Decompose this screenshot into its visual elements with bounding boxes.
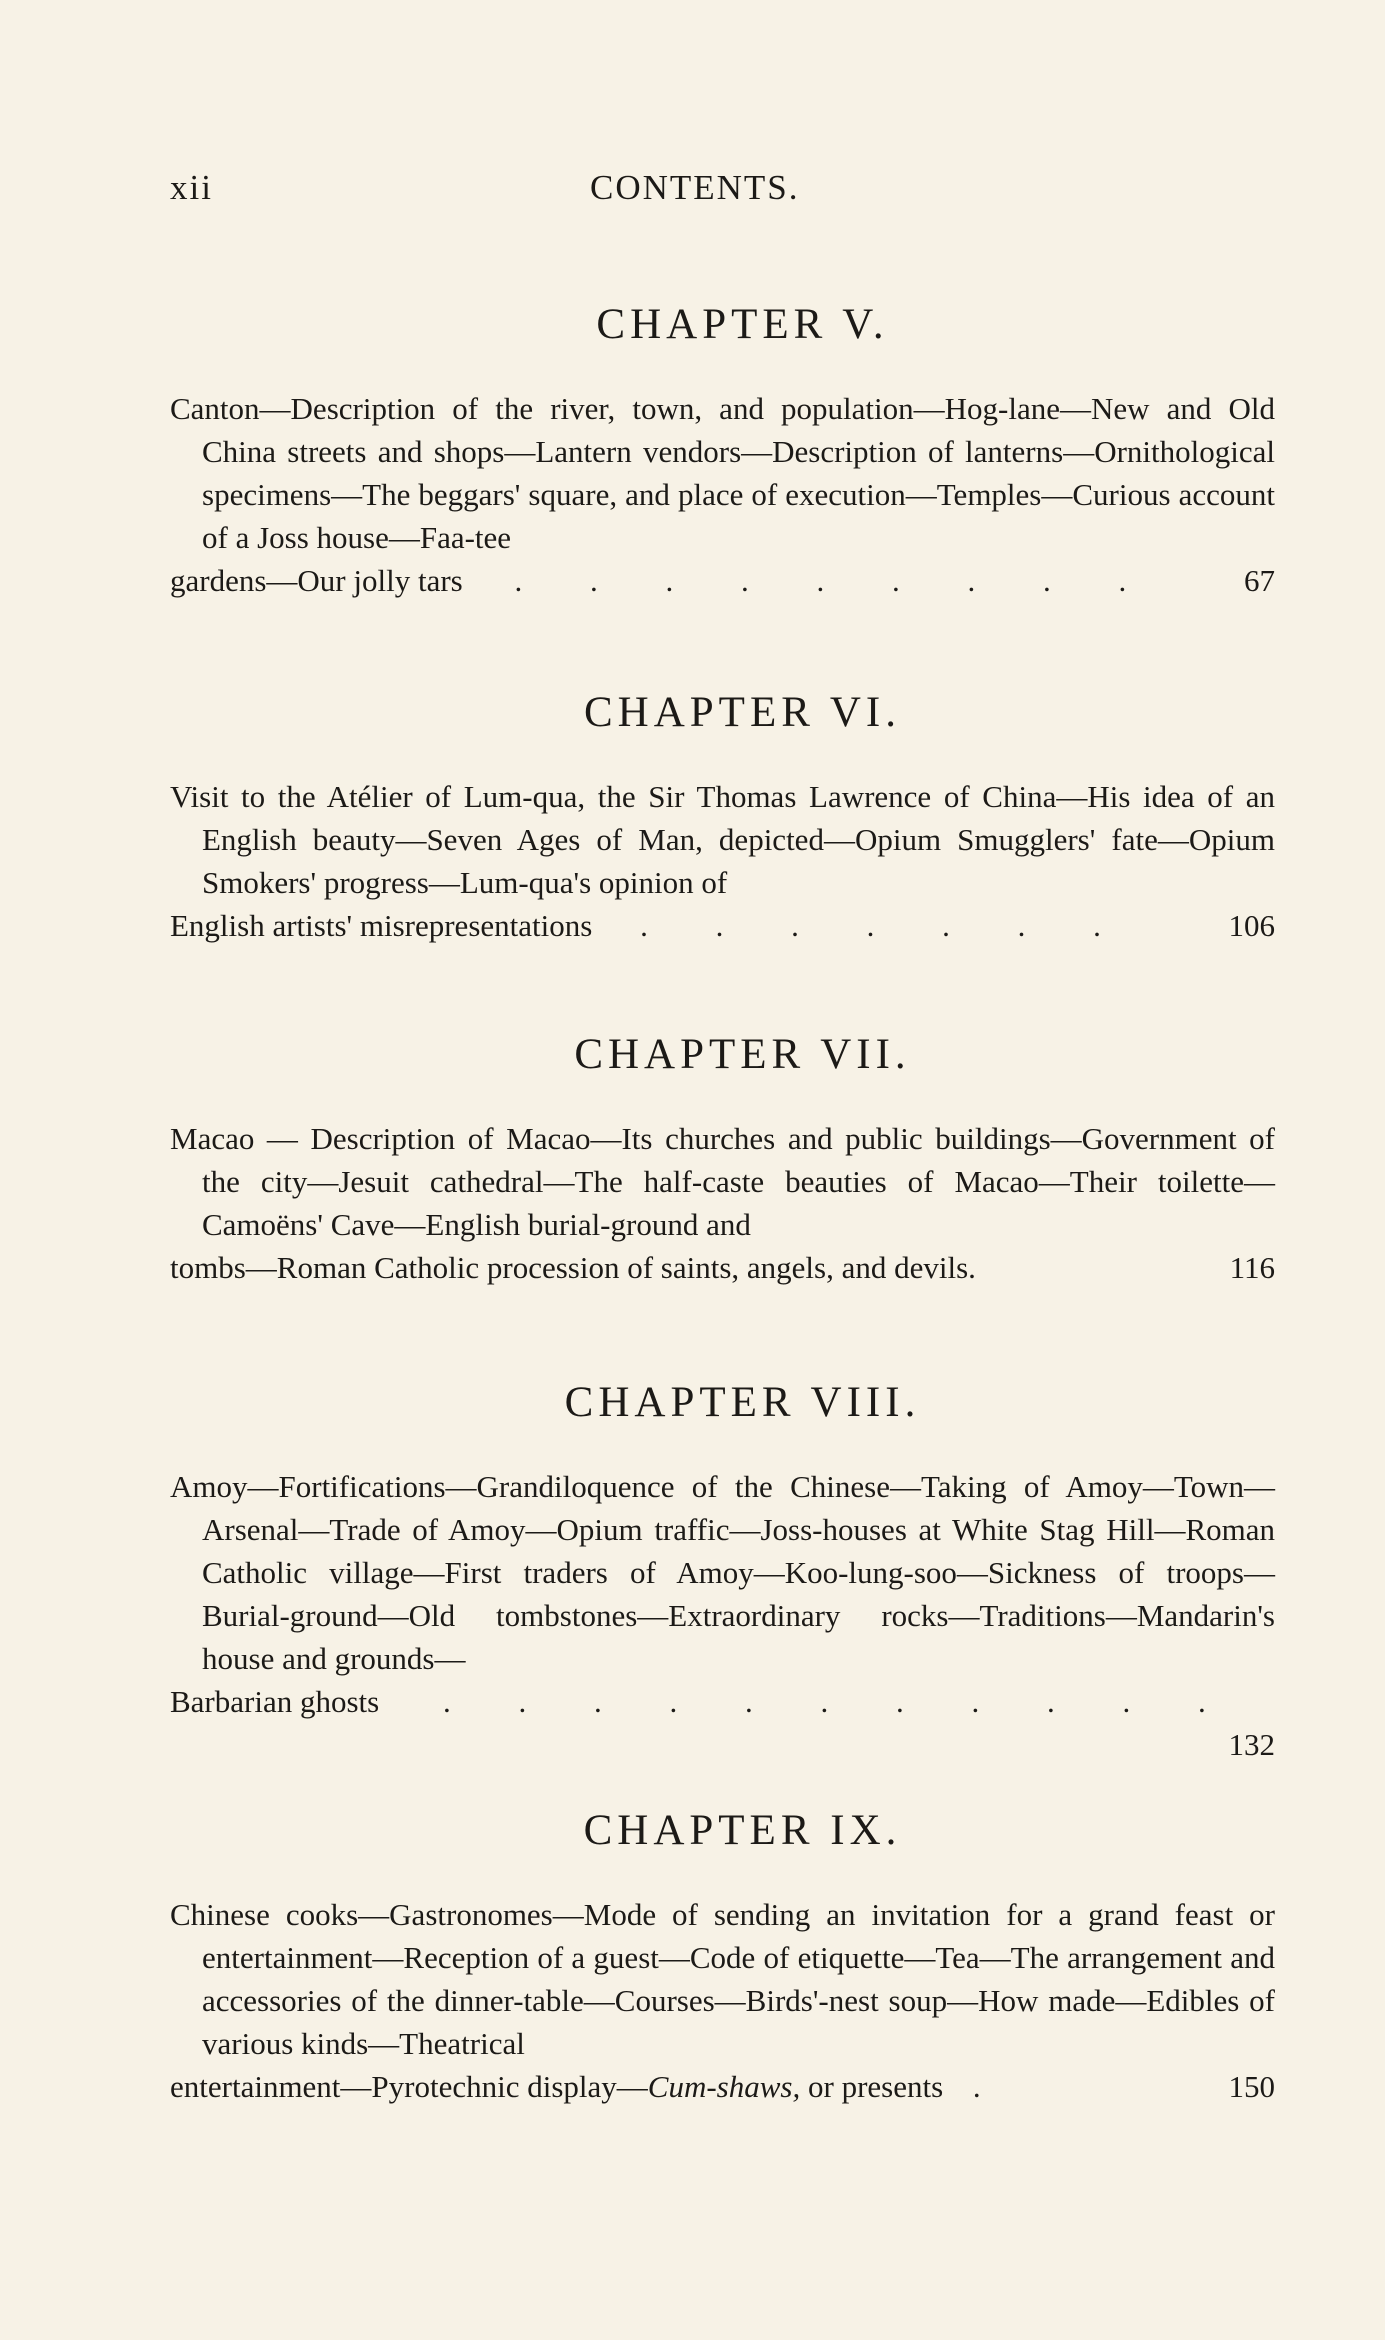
chapter-heading: CHAPTER VII. [574,1031,911,1078]
page-number: 67 [1244,563,1275,598]
page-number: 116 [1229,1250,1275,1285]
chapter-summary [170,387,1275,602]
summary-last-line [170,1246,1275,1289]
chapter-entry-ix [170,1806,1275,2108]
chapter-entry-vii [170,1030,1275,1289]
summary-text: Canton—Description of the river, town, and population—Hog-lane—New and Old China streets and shops—Lantern vendors—Description of lanterns—Ornithological specimens—The beggars' square, and place of execution—Temples—Curious account of a Joss house—Faa-tee [170,391,1275,555]
page-number: 150 [1228,2069,1275,2104]
chapter-summary [170,1117,1275,1289]
summary-last-text: entertainment—Pyrotechnic display— [170,2069,648,2104]
summary-text: Visit to the Atélier of Lum-qua, the Sir Thomas Lawrence of China—His idea of an English beauty—Seven Ages of Man, depicted—Opium Smugglers' fate—Opium Smokers' progress—Lum-qua's opinion of [170,779,1275,900]
chapter-summary [170,1465,1275,1762]
chapter-summary [170,775,1275,947]
chapter-heading: CHAPTER IX. [583,1807,902,1854]
chapter-heading: CHAPTER V. [596,301,889,348]
running-head [170,168,1210,212]
summary-text: Chinese cooks—Gastronomes—Mode of sending an invitation for a grand feast or entertainment—Reception of a guest—Code of etiquette—Tea—The arrangement and accessories of the dinner-table—Courses—Birds'-nest soup—How made—Edibles of various kinds—Theatrical [170,1897,1275,2061]
summary-last-line [170,1680,1275,1762]
page-number: 106 [1228,908,1275,943]
chapter-entry-vi [170,688,1275,947]
chapter-summary [170,1893,1275,2108]
chapter-heading: CHAPTER VI. [583,689,901,736]
summary-last-text: tombs—Roman Catholic procession of saints, angels, and devils. [170,1250,976,1285]
chapter-heading: CHAPTER VIII. [564,1379,921,1426]
running-head-title: CONTENTS. [590,168,800,207]
chapter-entry-viii [170,1378,1275,1766]
summary-last-text-end: or presents [800,2069,944,2104]
summary-last-line [170,904,1275,947]
page-folio: xii [170,168,213,207]
summary-italic-term: Cum-shaws, [647,2069,801,2104]
dot-leader: . . . . . . . . . . . [442,1684,1236,1719]
summary-last-text: Barbarian ghosts [170,1684,380,1719]
summary-text: Amoy—Fortifications—Grandiloquence of the Chinese—Taking of Amoy—Town—Arsenal—Trade of Amoy—Opium traffic—Joss-houses at White Stag Hill—Roman Catholic village—First traders of Amoy—Koo-lung-soo—Sickness of troops—Burial-ground—Old tombstones—Extraordinary rocks—Traditions—Mandarin's house and grounds— [170,1469,1275,1676]
dot-leader: . . . . . . . . . [514,563,1157,598]
page-number: 132 [1228,1727,1275,1762]
summary-last-text: English artists' misrepresentations [170,908,593,943]
summary-last-text: gardens—Our jolly tars [170,563,463,598]
dot-leader: . [972,2069,1011,2104]
summary-text: Macao — Description of Macao—Its churches and public buildings—Government of the city—Jesuit cathedral—The half-caste beauties of Macao—Their toilette—Camoëns' Cave—English burial-ground and [170,1121,1275,1242]
summary-last-line [170,2065,1275,2108]
chapter-entry-v [170,300,1275,602]
dot-leader: . . . . . . . [640,908,1131,943]
summary-last-line [170,559,1275,602]
